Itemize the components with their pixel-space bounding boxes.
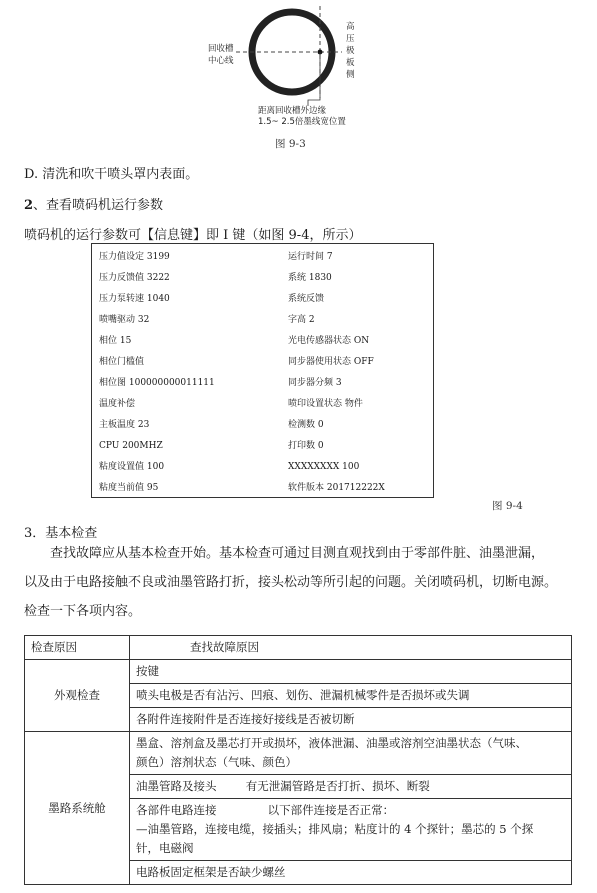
header-fault-reason: 查找故障原因 (130, 636, 572, 660)
param-row: 相位门槛值 同步器使用状态 OFF (99, 357, 374, 367)
ink-item-cartridges: 墨盒、溶剂盒及墨芯打开或损坏，液体泄漏、油墨或溶剂空油墨状态（气味、 颜色）溶剂状态（气味、颜色） (130, 732, 572, 775)
intro-line: 喷码机的运行参数可【信息键】即 I 键（如图 9-4，所示） (24, 228, 362, 243)
param-row: 压力反馈值 3222 系统 1830 (99, 273, 332, 283)
hv-plate-label-3: 极 (346, 46, 355, 56)
table-header-row (25, 636, 572, 660)
hv-plate-label-1: 高 (346, 22, 355, 32)
table-row (25, 732, 572, 775)
section-3-para-line-3: 检查一下各项内容。 (24, 604, 142, 619)
step-d-text: D. 清洗和吹干喷头罩内表面。 (24, 167, 199, 182)
header-check-reason: 检查原因 (25, 636, 130, 660)
param-row: 喷嘴驱动 32 字高 2 (99, 315, 315, 325)
figure-9-4-caption: 图 9-4 (492, 500, 523, 512)
param-row: 粘度设置值 100 XXXXXXXX 100 (99, 462, 360, 472)
distance-label-1: 距离回收槽外边缘 (258, 106, 327, 116)
category-ink-system: 墨路系统舱 (25, 732, 130, 885)
param-row: 温度补偿 喷印设置状态 物件 (99, 399, 363, 409)
inspection-table (24, 635, 572, 885)
ink-item-board-frame: 电路板固定框架是否缺少螺丝 (130, 861, 572, 885)
param-row: 相位图 100000000011111 同步器分频 3 (99, 378, 342, 388)
param-row: 压力泵转速 1040 系统反馈 (99, 294, 325, 304)
ink-item-connections: 各部件电路连接 以下部件连接是否正常： —油墨管路，连接电缆，接插头；排风扇；粘度计的 4 个探针；墨芯的 5 个探 针，电磁阀 (130, 799, 572, 861)
runtime-parameter-panel (91, 243, 434, 498)
hv-plate-label-4: 板 (346, 58, 355, 68)
param-row: 压力值设定 3199 运行时间 7 (99, 252, 333, 262)
category-appearance-check: 外观检查 (25, 660, 130, 732)
distance-label-2: 1.5~ 2.5倍墨线宽位置 (258, 117, 346, 127)
gutter-centerline-label-2: 中心线 (208, 56, 234, 66)
table-row (25, 660, 572, 684)
section-2-title: 、查看喷码机运行参数 (33, 198, 164, 213)
param-row: 主板温度 23 检测数 0 (99, 420, 324, 430)
section-2-number: 2 (24, 198, 34, 213)
section-2-heading (24, 194, 163, 213)
section-3-heading: 3．基本检查 (24, 526, 98, 541)
section-3-para-line-1: 查找故障应从基本检查开始。基本检查可通过目测直观找到由于零部件脏、油墨泄漏， (50, 546, 545, 561)
param-row: 粘度当前值 95 软件版本 201712222X (99, 483, 385, 493)
section-3-para-line-2: 以及由于电路接触不良或油墨管路打折，接头松动等所引起的问题。关闭喷码机，切断电源。 (24, 575, 558, 590)
gutter-centerline-label-1: 回收槽 (208, 44, 234, 54)
appearance-item-nozzle: 喷头电极是否有沾污、凹痕、划伤、泄漏机械零件是否损坏或失调 (130, 684, 572, 708)
ink-item-pipes: 油墨管路及接头 有无泄漏管路是否打折、损坏、断裂 (130, 775, 572, 799)
hv-plate-label-5: 侧 (346, 70, 355, 80)
nozzle-alignment-diagram (190, 0, 390, 130)
param-row: CPU 200MHZ 打印数 0 (99, 441, 324, 451)
hv-plate-label-2: 压 (346, 34, 355, 44)
param-row: 相位 15 光电传感器状态 ON (99, 336, 370, 346)
appearance-item-keys: 按键 (130, 660, 572, 684)
appearance-item-accessories: 各附件连接附件是否连接好接线是否被切断 (130, 708, 572, 732)
figure-9-3-caption: 图 9-3 (275, 138, 306, 150)
